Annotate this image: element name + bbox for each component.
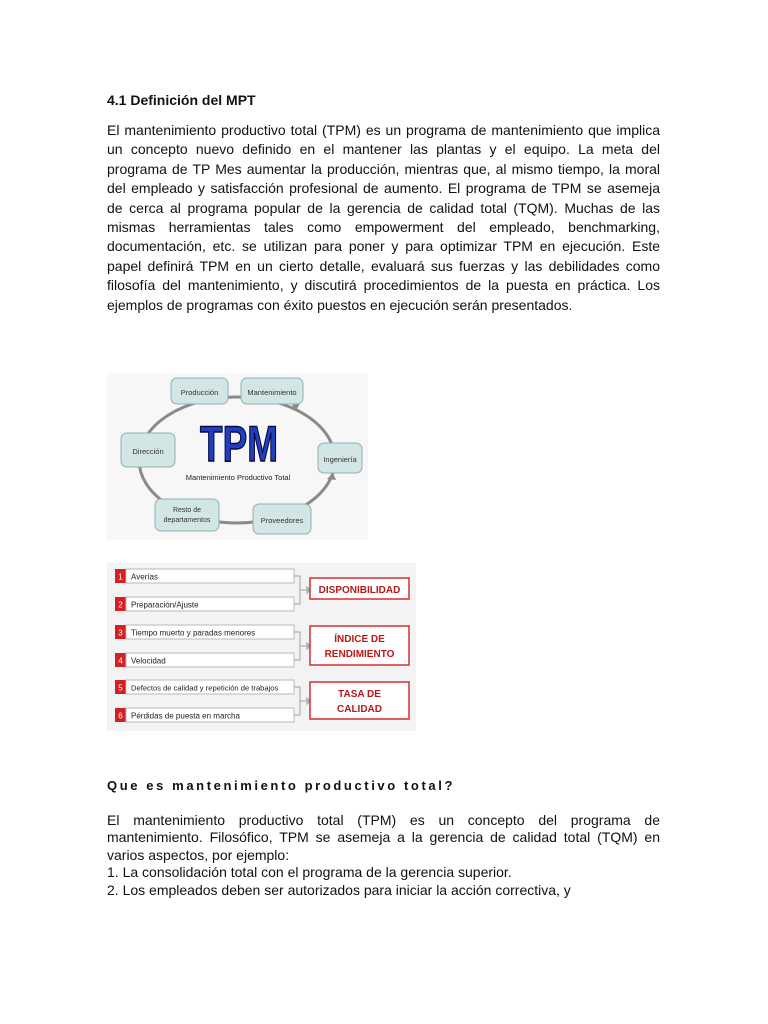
loss-number: 1 (118, 572, 123, 582)
group-rendimiento (310, 626, 409, 665)
section-heading: Que es mantenimiento productivo total? (107, 778, 455, 793)
list-item: 2. Los empleados deben ser autorizados para iniciar la acción correctiva, y (107, 881, 571, 898)
node-produccion (171, 378, 228, 404)
node-label: departamentos (163, 517, 211, 524)
node-label: Mantenimiento (247, 388, 297, 397)
loss-label: Tiempo muerto y paradas menores (131, 628, 256, 638)
group-label: CALIDAD (337, 704, 382, 715)
loss-label: Preparación/Ajuste (131, 600, 199, 610)
bracket-lines (294, 576, 300, 715)
six-losses-diagram (107, 563, 416, 731)
loss-row (115, 708, 294, 722)
group-disponibilidad (310, 578, 409, 599)
section-heading: 4.1 Definición del MPT (107, 92, 256, 108)
node-proveedores (253, 504, 311, 534)
tpm-explanation (107, 812, 660, 899)
group-calidad (310, 682, 409, 719)
loss-number: 6 (118, 711, 123, 721)
loss-row (115, 569, 294, 583)
node-ingenieria (318, 443, 362, 473)
loss-row (115, 653, 294, 667)
node-direccion (121, 433, 175, 467)
intro-paragraph: El mantenimiento productivo total (TPM) es un concepto del programa de mantenimiento. Filosófico, TPM se asemeja a la gerencia de calidad total (TQM) en varios aspectos, por ejemplo: (107, 812, 660, 863)
loss-number: 2 (118, 600, 123, 610)
loss-label: Pérdidas de puesta en marcha (131, 711, 240, 721)
group-label: TASA DE (338, 689, 381, 700)
loss-number: 5 (118, 683, 123, 693)
group-label: DISPONIBILIDAD (318, 585, 401, 596)
node-label: Resto de (172, 507, 202, 514)
group-label: RENDIMIENTO (324, 649, 395, 660)
loss-number: 3 (118, 628, 123, 638)
node-label: Producción (180, 388, 219, 397)
node-resto-departamentos (155, 499, 219, 531)
loss-row (115, 625, 294, 639)
tpm-subtitle: Mantenimiento Productivo Total (185, 473, 291, 482)
tpm-cycle-diagram (107, 373, 368, 540)
definition-paragraph: El mantenimiento productivo total (TPM) es un programa de mantenimiento que implica un concepto nuevo definido en el mantener las plantas y el equipo. La meta del programa de TP Mes aumentar la producción, mientras que, al mismo tiempo, la moral del empleado y satisfacción profesional de aumento. El programa de TPM se asemeja de cerca al programa popular de la gerencia de calidad total (TQM). Muchas de las mismas herramientas tales como empowerment del empleado, benchmarking, documentación, etc. se utilizan para poner y para optimizar TPM en ejecución. Este papel definirá TPM en un cierto detalle, evaluará sus fuerzas y las debilidades como filosofía del mantenimiento, y discutirá procedimientos de la puesta en práctica. Los ejemplos de programas con éxito puestos en ejecución serán presentados. (107, 122, 660, 313)
list-item: 1. La consolidación total con el programa de la gerencia superior. (107, 864, 512, 881)
loss-row (115, 680, 294, 694)
loss-number: 4 (118, 656, 123, 666)
loss-label: Averías (131, 572, 158, 582)
tpm-title: TPM (200, 416, 278, 472)
node-label: Dirección (132, 447, 164, 456)
node-label: Ingeniería (323, 455, 357, 464)
node-label: Proveedores (260, 516, 304, 525)
loss-row (115, 597, 294, 611)
loss-label: Defectos de calidad y repetición de trabajos (131, 683, 279, 693)
group-label: ÍNDICE DE (334, 634, 385, 645)
loss-label: Velocidad (131, 656, 166, 666)
node-mantenimiento (241, 378, 303, 404)
